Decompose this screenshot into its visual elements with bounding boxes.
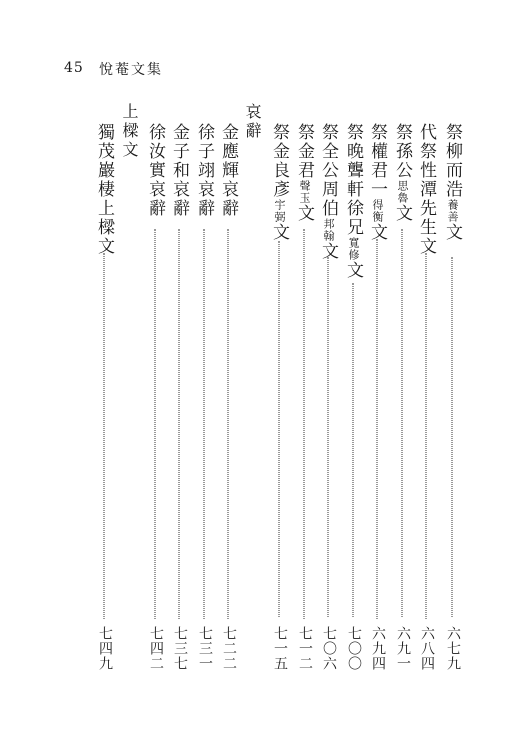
leader-dots [103, 253, 104, 619]
leader-dots [154, 229, 155, 619]
entry-title: 祭孫公 [392, 123, 412, 180]
leader-dots [401, 229, 402, 617]
entry-page: 六八四 [419, 626, 435, 671]
entry-note: 邦翰 [322, 218, 335, 242]
entry-page: 六七九 [445, 626, 461, 671]
entry-title: 祭金君 [294, 123, 314, 180]
entry-page: 七〇六 [321, 626, 337, 671]
entry-page: 六九一 [395, 626, 411, 671]
toc-entry [417, 123, 434, 671]
entry-page: 七三一 [197, 626, 213, 671]
toc-entry [195, 123, 212, 671]
toc-entry [344, 123, 361, 671]
entry-page: 七一五 [272, 626, 288, 671]
entry-title: 徐子翊哀辭 [194, 123, 214, 218]
entry-page: 七〇〇 [346, 626, 362, 671]
entry-note: 寬修 [347, 237, 360, 261]
toc-entry [146, 123, 163, 671]
entry-page: 六九四 [370, 626, 386, 671]
entry-suffix: 文 [294, 204, 314, 223]
toc-entry [443, 123, 460, 671]
entry-title: 金子和哀辭 [169, 123, 189, 218]
entry-title: 祭權君一 [367, 123, 387, 199]
entry-title: 祭晚聾軒徐兄 [343, 123, 363, 237]
entry-suffix: 文 [269, 223, 289, 242]
leader-dots [327, 257, 328, 617]
leader-dots [178, 229, 179, 619]
entry-suffix: 文 [442, 223, 462, 242]
entry-page: 七三七 [172, 626, 188, 671]
leader-dots [425, 253, 426, 619]
entry-title: 金應輝哀辭 [218, 123, 238, 218]
entry-title: 祭全公周伯 [318, 123, 338, 218]
entry-suffix: 文 [318, 242, 338, 261]
entry-title: 代祭性潭先生文 [416, 123, 436, 256]
toc-entry [393, 123, 410, 671]
toc-entry [270, 123, 287, 671]
toc-entry [170, 123, 187, 671]
book-title: 悅菴文集 [99, 62, 163, 78]
page-number: 45 [64, 60, 84, 76]
entry-title: 祭柳而浩 [442, 123, 462, 199]
leader-dots [203, 229, 204, 619]
toc-entry [319, 123, 336, 671]
leader-dots [278, 241, 279, 617]
entry-page: 七四九 [97, 626, 113, 671]
toc-entry [368, 123, 385, 671]
entry-title: 獨茂巖棲上樑文 [94, 123, 114, 256]
entry-note: 養善 [446, 199, 459, 223]
entry-page: 七四二 [148, 626, 164, 671]
leader-dots [376, 239, 377, 619]
entry-note: 宇弼 [273, 199, 286, 223]
entry-suffix: 文 [367, 223, 387, 242]
toc-entry [95, 123, 112, 671]
section-heading: 哀辭 [243, 103, 262, 141]
section-heading: 上樑文 [120, 103, 139, 160]
entry-page: 七二二 [221, 626, 237, 671]
entry-suffix: 文 [392, 204, 412, 223]
entry-note: 聲玉 [298, 180, 311, 204]
leader-dots [227, 229, 228, 619]
entry-title: 祭金良彥 [269, 123, 289, 199]
entry-note: 得衡 [371, 199, 384, 223]
leader-dots [303, 229, 304, 619]
entry-page: 七一二 [297, 626, 313, 671]
entry-suffix: 文 [343, 261, 363, 280]
toc-entry [219, 123, 236, 671]
leader-dots [352, 283, 353, 617]
entry-note: 思魯 [396, 180, 409, 204]
toc-entry [295, 123, 312, 671]
entry-title: 徐汝實哀辭 [145, 123, 165, 218]
leader-dots [451, 257, 452, 617]
